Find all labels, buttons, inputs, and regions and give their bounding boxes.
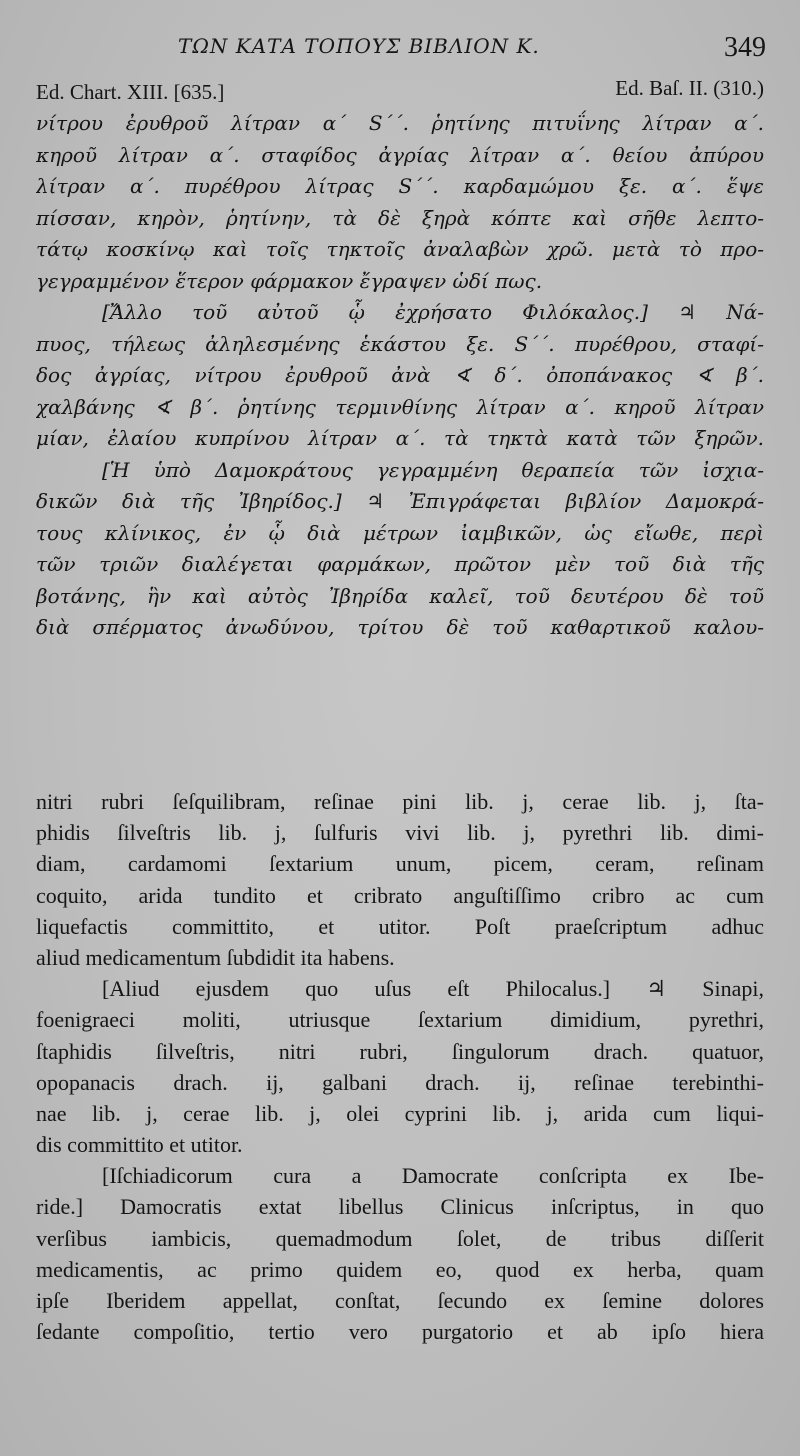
greek-line: τους κλίνικος, ἐν ᾧ διὰ μέτρων ἰαμβικῶν, ὡς εἴωθε, περὶ xyxy=(36,520,764,545)
latin-line: liquefactis committito, et utitor. Poſt praeſcriptum adhuc xyxy=(36,913,764,939)
running-title: ΤΩΝ ΚΑΤΑ ΤΟΠΟΥΣ ΒΙΒΛΙΟΝ Κ. xyxy=(178,34,540,58)
latin-line: ipſe Iberidem appellat, conſtat, ſecundo ex ſemine dolores xyxy=(36,1288,764,1313)
greek-text xyxy=(36,108,764,644)
latin-section-heading-line: [Iſchiadicorum cura a Damocrate conſcripta ex Ibe- xyxy=(102,1163,764,1189)
greek-line: μίαν, ἐλαίου κυπρίνου λίτραν α΄. τὰ τηκτὰ κατὰ τῶν ξηρῶν. xyxy=(36,426,764,450)
latin-translation xyxy=(36,786,764,1347)
latin-line: opopanacis drach. ij, galbani drach. ij, reſinae terebinthi- xyxy=(36,1069,764,1095)
greek-line: διὰ σπέρματος ἀνωδύνου, τρίτου δὲ τοῦ καθαρτικοῦ καλου- xyxy=(36,615,764,639)
greek-section-heading-line: [Ἄλλο τοῦ αὐτοῦ ᾧ ἐχρήσατο Φιλόκαλος.] ♃ Νά- xyxy=(102,300,764,324)
greek-line: χαλβάνης ∢ β΄. ῥητίνης τερμινθίνης λίτραν α΄. κηροῦ λίτραν xyxy=(36,394,764,419)
latin-line: medicamentis, ac primo quidem eo, quod ex herba, quam xyxy=(36,1256,764,1282)
latin-line: diam, cardamomi ſextarium unum, picem, ceram, reſinam xyxy=(36,851,764,877)
edition-chartier-reference: Ed. Chart. XIII. [635.] xyxy=(36,80,225,104)
greek-line: πυος, τήλεως ἀληλεσμένης ἑκάστου ξε. S΄΄. πυρέθρου, σταφί- xyxy=(36,331,764,356)
greek-line: πίσσαν, κηρὸν, ῥητίνην, τὰ δὲ ξηρὰ κόπτε καὶ σῆθε λεπτο- xyxy=(36,205,764,230)
edition-basel-reference: Ed. Baſ. II. (310.) xyxy=(615,76,764,100)
latin-line: phidis ſilveſtris lib. j, ſulfuris vivi lib. j, pyrethri lib. dimi- xyxy=(36,820,764,846)
latin-line: dis committito et utitor. xyxy=(36,1132,243,1158)
latin-line: foenigraeci moliti, utriusque ſextarium dimidium, pyrethri, xyxy=(36,1007,764,1033)
greek-line: τῶν τριῶν διαλέγεται φαρμάκων, πρῶτον μὲν τοῦ διὰ τῆς xyxy=(36,552,764,576)
edition-references xyxy=(0,76,800,104)
greek-line: τάτῳ κοσκίνῳ καὶ τοῖς τηκτοῖς ἀναλαβὼν χρῶ. μετὰ τὸ προ- xyxy=(36,237,764,261)
greek-line: γεγραμμένον ἕτερον φάρμακον ἔγραψεν ὡδί πως. xyxy=(36,268,543,293)
running-head xyxy=(0,32,800,62)
latin-section-heading-line: [Aliud ejusdem quo uſus eſt Philocalus.] ♃ Sinapi, xyxy=(102,976,764,1002)
latin-line: nitri rubri ſeſquilibram, reſinae pini lib. j, cerae lib. j, ſta- xyxy=(36,789,764,814)
greek-line: δος ἀγρίας, νίτρου ἐρυθροῦ ἀνὰ ∢ δ΄. ὀποπάνακος ∢ β΄. xyxy=(36,363,764,387)
latin-line: ride.] Damocratis extat libellus Clinicus inſcriptus, in quo xyxy=(36,1194,764,1220)
greek-line: νίτρου ἐρυθροῦ λίτραν α΄ S΄΄. ῥητίνης πιτυΐνης λίτραν α΄. xyxy=(36,111,764,135)
greek-line: δικῶν διὰ τῆς Ἰβηρίδος.] ♃ Ἐπιγράφεται βιβλίον Δαμοκρά- xyxy=(36,489,764,513)
greek-line: βοτάνης, ἣν καὶ αὐτὸς Ἰβηρίδα καλεῖ, τοῦ δευτέρου δὲ τοῦ xyxy=(36,583,764,608)
greek-section-heading-line: [Ἡ ὑπὸ Δαμοκράτους γεγραμμένη θεραπεία τῶν ἰσχια- xyxy=(102,457,764,482)
latin-line: coquito, arida tundito et cribrato anguſtiſſimo cribro ac cum xyxy=(36,882,764,908)
latin-line: aliud medicamentum ſubdidit ita habens. xyxy=(36,944,395,970)
greek-line: λίτραν α΄. πυρέθρου λίτρας S΄΄. καρδαμώμου ξε. α΄. ἕψε xyxy=(36,174,764,198)
latin-line: ſtaphidis ſilveſtris, nitri rubri, ſingulorum drach. quatuor, xyxy=(36,1038,764,1064)
greek-line: κηροῦ λίτραν α΄. σταφίδος ἀγρίας λίτραν α΄. θείου ἀπύρου xyxy=(36,142,764,167)
latin-line: verſibus iambicis, quemadmodum ſolet, de tribus diſſerit xyxy=(36,1225,764,1251)
latin-line: ſedante compoſitio, tertio vero purgatorio et ab ipſo hiera xyxy=(36,1319,764,1345)
latin-line: nae lib. j, cerae lib. j, olei cyprini lib. j, arida cum liqui- xyxy=(36,1100,764,1126)
page-number: 349 xyxy=(724,32,766,63)
